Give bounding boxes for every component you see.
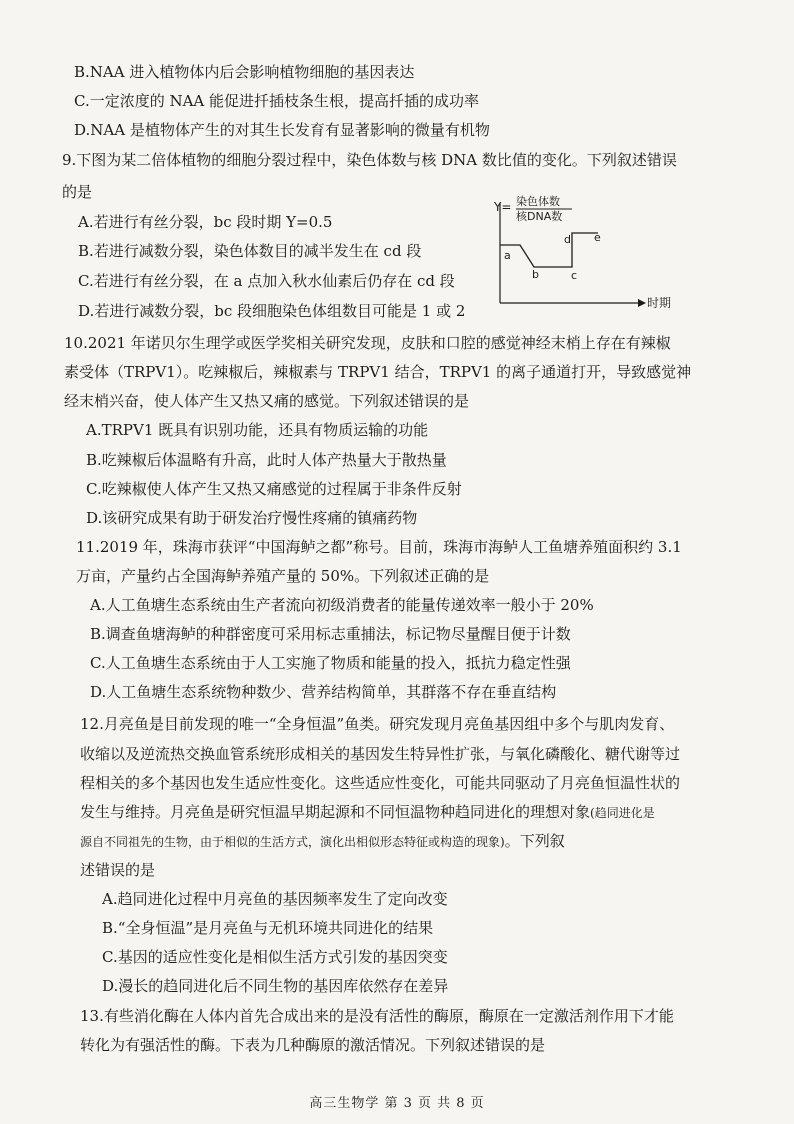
- y-axis-denominator: 核DNA数: [516, 210, 563, 223]
- q11-option-b: B.调查鱼塘海鲈的种群密度可采用标志重捕法，标记物尽量醒目便于计数: [90, 625, 571, 643]
- point-d-label: d: [564, 233, 571, 246]
- q13-stem-line1: 13.有些消化酶在人体内首先合成出来的是没有活性的酶原，酶原在一定激活剂作用下才能: [80, 1007, 674, 1025]
- q12-stem-tail: 。下列叙: [504, 832, 565, 850]
- q10-stem-line2: 素受体（TRPV1）。吃辣椒后，辣椒素与 TRPV1 结合，TRPV1 的离子通道打开，导致感觉神: [64, 363, 692, 381]
- page-footer: 高三生物学 第 3 页 共 8 页: [309, 1096, 485, 1111]
- q11-option-a: A.人工鱼塘生态系统由生产者流向初级消费者的能量传递效率一般小于 20%: [90, 596, 594, 614]
- q8-option-c: C.一定浓度的 NAA 能促进扦插枝条生根，提高扦插的成功率: [74, 92, 480, 110]
- q12-stem-line4: [80, 802, 655, 823]
- q10-option-b: B.吃辣椒后体温略有升高，此时人体产热量大于散热量: [86, 451, 447, 469]
- q12-stem-line5: [80, 831, 565, 852]
- q12-stem-line4-text: 发生与维持。月亮鱼是研究恒温早期起源和不同恒温物种趋同进化的理想对象: [80, 803, 591, 821]
- q9-graph: [490, 195, 690, 315]
- q11-stem-line1: 11.2019 年，珠海市获评“中国海鲈之都”称号。目前，珠海市海鲈人工鱼塘养殖面积约 3.1: [76, 538, 682, 556]
- q10-option-a: A.TRPV1 既具有识别功能，还具有物质运输的功能: [86, 421, 429, 439]
- ratio-curve: [500, 233, 598, 267]
- q12-stem-line2: 收缩以及逆流热交换血管系统形成相关的基因发生特异性扩张，与氧化磷酸化、糖代谢等过: [80, 745, 681, 763]
- q10-option-d: D.该研究成果有助于研发治疗慢性疼痛的镇痛药物: [86, 509, 418, 527]
- q12-option-b: B.“全身恒温”是月亮鱼与无机环境共同进化的结果: [102, 919, 434, 937]
- y-axis-prefix: Y=: [494, 200, 512, 214]
- q9-option-b: B.若进行减数分裂，染色体数目的减半发生在 cd 段: [78, 242, 422, 260]
- y-axis-numerator: 染色体数: [516, 195, 560, 208]
- q12-stem-line6: 述错误的是: [80, 861, 156, 879]
- q11-stem-line2: 万亩，产量约占全国海鲈养殖产量的 50%。下列叙述正确的是: [76, 567, 490, 585]
- q8-option-d: D.NAA 是植物体产生的对其生长发育有显著影响的微量有机物: [74, 121, 490, 139]
- q9-option-a: A.若进行有丝分裂，bc 段时期 Y=0.5: [78, 213, 333, 231]
- q12-stem-line1: 12.月亮鱼是目前发现的唯一“全身恒温”鱼类。研究发现月亮鱼基因组中多个与肌肉发育、: [80, 715, 675, 733]
- q10-stem-line3: 经末梢兴奋，使人体产生又热又痛的感觉。下列叙述错误的是: [64, 392, 470, 410]
- q11-option-c: C.人工鱼塘生态系统由于人工实施了物质和能量的投入，抵抗力稳定性强: [90, 654, 571, 672]
- q11-option-d: D.人工鱼塘生态系统物种数少、营养结构简单，其群落不存在垂直结构: [90, 683, 557, 701]
- x-axis-label: 时期: [647, 296, 672, 310]
- q10-option-c: C.吃辣椒使人体产生又热又痛感觉的过程属于非条件反射: [86, 480, 462, 498]
- q13-stem-line2: 转化为有强活性的酶。下表为几种酶原的激活情况。下列叙述错误的是: [80, 1036, 546, 1054]
- q9-stem-line1: 9.下图为某二倍体植物的细胞分裂过程中，染色体数与核 DNA 数比值的变化。下列叙述错误: [62, 151, 677, 169]
- q12-note-start: (趋同进化是: [590, 806, 655, 820]
- q9-option-c: C.若进行有丝分裂，在 a 点加入秋水仙素后仍存在 cd 段: [78, 272, 455, 290]
- q9-stem-line2: 的是: [62, 183, 93, 201]
- q8-option-b: B.NAA 进入植物体内后会影响植物细胞的基因表达: [74, 63, 415, 81]
- q12-option-d: D.漫长的趋同进化后不同生物的基因库依然存在差异: [102, 977, 449, 995]
- point-c-label: c: [571, 269, 578, 282]
- point-b-label: b: [532, 268, 539, 281]
- q12-option-a: A.趋同进化过程中月亮鱼的基因频率发生了定向改变: [102, 890, 448, 908]
- q10-stem-line1: 10.2021 年诺贝尔生理学或医学奖相关研究发现，皮肤和口腔的感觉神经末梢上存在有辣椒: [64, 334, 671, 352]
- q12-stem-line3: 程相关的多个基因也发生适应性变化。这些适应性变化，可能共同驱动了月亮鱼恒温性状的: [80, 774, 681, 792]
- x-axis-arrow: [638, 299, 646, 307]
- q9-option-d: D.若进行减数分裂，bc 段细胞染色体组数目可能是 1 或 2: [78, 302, 466, 320]
- q12-option-c: C.基因的适应性变化是相似生活方式引发的基因突变: [102, 948, 448, 966]
- q12-note-end: 源自不同祖先的生物，由于相似的生活方式，演化出相似形态特征或构造的现象): [80, 835, 505, 849]
- point-a-label: a: [504, 249, 511, 262]
- point-e-label: e: [594, 231, 601, 244]
